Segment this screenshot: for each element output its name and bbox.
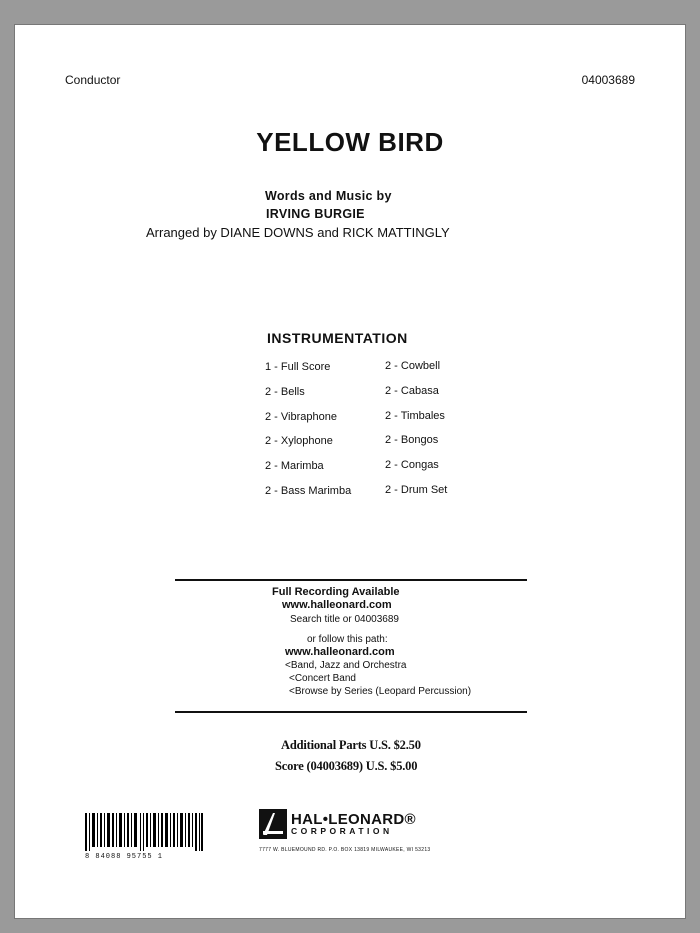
- list-item: 2 - Congas: [385, 459, 439, 472]
- list-item: 2 - Cabasa: [385, 384, 439, 397]
- list-item: 2 - Drum Set: [385, 483, 448, 496]
- barcode-digits: 8 84088 95755 1: [85, 853, 164, 861]
- divider-top: [175, 579, 527, 581]
- list-item: 2 - Bass Marimba: [265, 484, 352, 497]
- list-item: 2 - Vibraphone: [265, 410, 337, 423]
- path-step: <Browse by Series (Leopard Percussion): [289, 686, 472, 697]
- list-item: 2 - Bongos: [385, 434, 439, 447]
- song-title: YELLOW BIRD: [256, 127, 444, 157]
- search-hint: Search title or 04003689: [290, 614, 399, 625]
- publisher-corp: CORPORATION: [291, 826, 393, 837]
- recording-heading: Full Recording Available: [272, 586, 400, 598]
- website-link: www.halleonard.com: [282, 599, 392, 611]
- words-music-label: Words and Music by: [265, 189, 392, 203]
- hal-leonard-emblem-icon: [259, 809, 287, 839]
- list-item: 2 - Cowbell: [385, 360, 441, 372]
- catalog-number: 04003689: [581, 73, 635, 87]
- score-cover-page: [14, 24, 686, 919]
- instrument-list-right: [385, 360, 447, 509]
- list-item: 2 - Timbales: [385, 409, 445, 422]
- arranger-credit: Arranged by DIANE DOWNS and RICK MATTINGLY: [146, 225, 450, 240]
- website-link-2: www.halleonard.com: [285, 646, 395, 658]
- barcode-icon: [85, 813, 203, 851]
- publisher-address: 7777 W. BLUEMOUND RD. P.O. BOX 13819 MILWAUKEE, WI 53213: [259, 847, 431, 853]
- list-item: 2 - Xylophone: [265, 435, 333, 448]
- publisher-logo: [259, 809, 416, 839]
- instrumentation-heading: INSTRUMENTATION: [267, 330, 408, 346]
- composer-name: IRVING BURGIE: [266, 207, 365, 221]
- parts-price: Additional Parts U.S. $2.50: [281, 738, 421, 752]
- list-item: 2 - Bells: [265, 385, 305, 398]
- path-step: <Concert Band: [289, 673, 356, 684]
- divider-bottom: [175, 711, 527, 713]
- recording-info: [175, 586, 527, 697]
- part-label: Conductor: [65, 73, 121, 87]
- score-price: Score (04003689) U.S. $5.00: [275, 759, 418, 773]
- publisher-name: HAL•LEONARD®: [291, 810, 416, 828]
- follow-path-label: or follow this path:: [307, 634, 388, 645]
- path-step: <Band, Jazz and Orchestra: [285, 660, 407, 671]
- list-item: 2 - Marimba: [265, 460, 324, 473]
- instrument-list-left: [265, 361, 351, 510]
- list-item: 1 - Full Score: [265, 361, 331, 373]
